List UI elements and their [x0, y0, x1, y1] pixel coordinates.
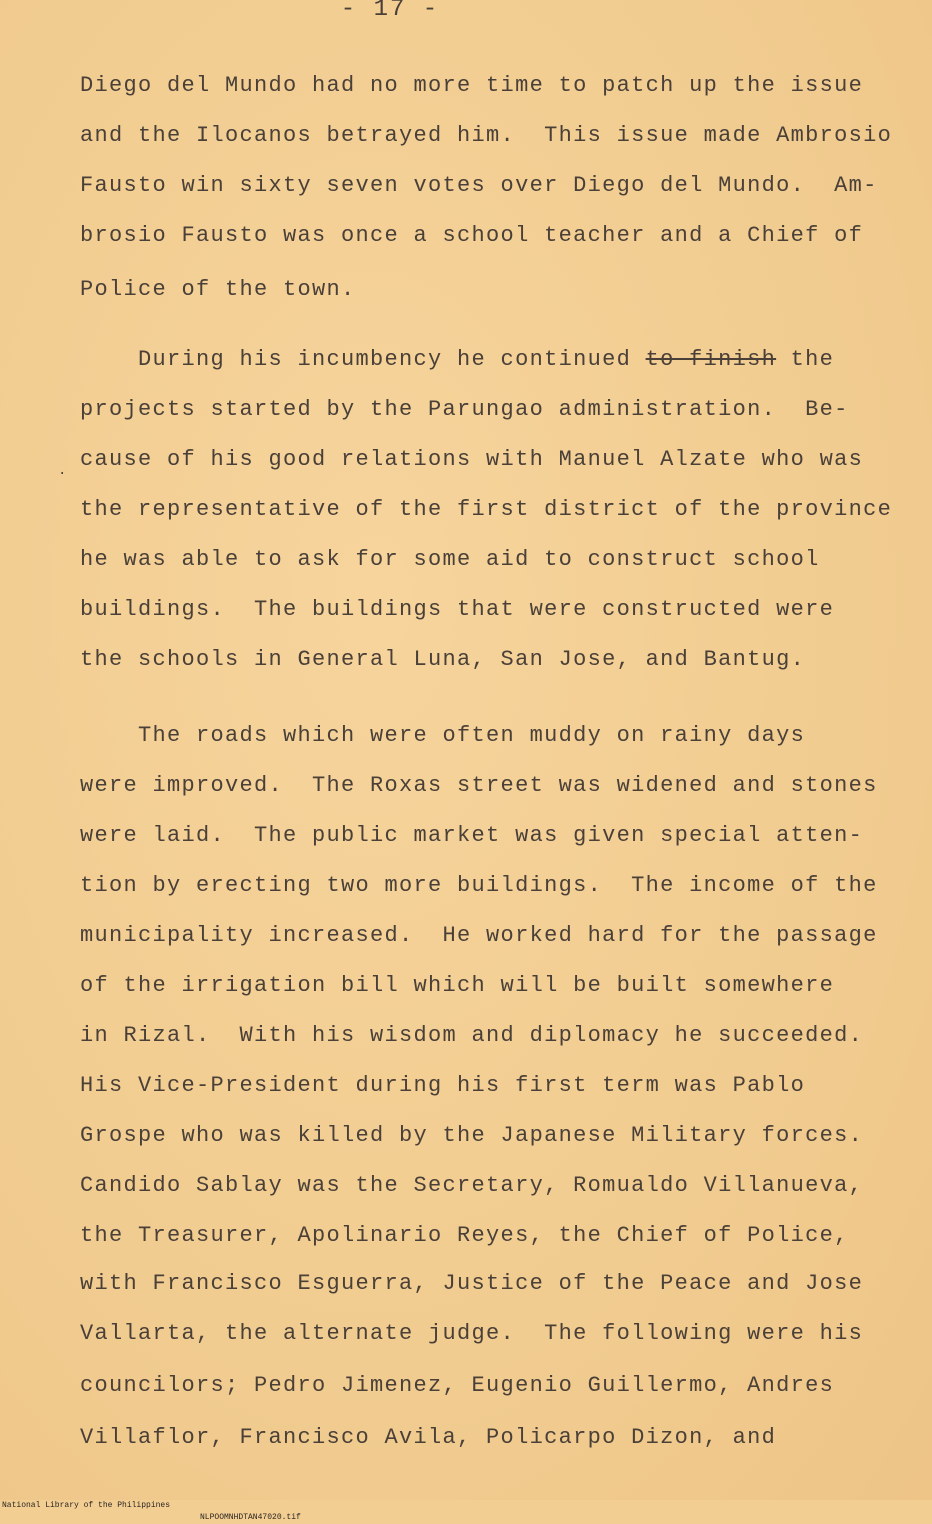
text-line: The roads which were often muddy on rainy days — [80, 723, 806, 748]
text-line: in Rizal. With his wisdom and diplomacy he succeeded. — [80, 1023, 864, 1048]
text-segment: During his incumbency he continued — [80, 347, 646, 372]
struck-text: to finish — [645, 347, 777, 372]
text-line: Villaflor, Francisco Avila, Policarpo Dizon, and — [80, 1425, 777, 1450]
margin-mark: . — [58, 463, 67, 479]
footer-source: National Library of the Philippines — [2, 1501, 171, 1510]
text-line: of the irrigation bill which will be built somewhere — [80, 973, 835, 998]
text-line: cause of his good relations with Manuel Alzate who was — [80, 447, 864, 472]
text-line: Fausto win sixty seven votes over Diego del Mundo. Am- — [80, 173, 878, 198]
text-line: His Vice-President during his first term was Pablo — [80, 1073, 806, 1098]
text-line: Candido Sablay was the Secretary, Romualdo Villanueva, — [80, 1173, 864, 1198]
text-line — [80, 346, 834, 374]
text-line: the Treasurer, Apolinario Reyes, the Chief of Police, — [80, 1223, 849, 1248]
text-line: the schools in General Luna, San Jose, and Bantug. — [80, 647, 806, 672]
text-line: Diego del Mundo had no more time to patch up the issue — [80, 73, 864, 98]
text-line: the representative of the first district of the province — [80, 497, 893, 522]
text-line: brosio Fausto was once a school teacher and a Chief of — [80, 223, 864, 248]
text-line: and the Ilocanos betrayed him. This issue made Ambrosio — [80, 123, 893, 148]
text-line: were laid. The public market was given special atten- — [80, 823, 864, 848]
text-line: projects started by the Parungao administration. Be- — [80, 397, 849, 422]
page-number: - 17 - — [340, 0, 440, 23]
text-line: Grospe who was killed by the Japanese Military forces. — [80, 1123, 864, 1148]
text-line: with Francisco Esguerra, Justice of the Peace and Jose — [80, 1271, 864, 1296]
text-segment: the — [776, 347, 835, 372]
text-line: Vallarta, the alternate judge. The following were his — [80, 1321, 864, 1346]
footer-filename: NLPOOMNHDTAN47020.tif — [200, 1513, 301, 1522]
text-line: were improved. The Roxas street was widened and stones — [80, 773, 878, 798]
text-line: Police of the town. — [80, 277, 356, 302]
text-line: buildings. The buildings that were constructed were — [80, 597, 835, 622]
text-line: councilors; Pedro Jimenez, Eugenio Guillermo, Andres — [80, 1373, 835, 1398]
scan-footer — [0, 1488, 932, 1522]
text-line: he was able to ask for some aid to construct school — [80, 547, 820, 572]
text-line: municipality increased. He worked hard for the passage — [80, 923, 878, 948]
text-line: tion by erecting two more buildings. The income of the — [80, 873, 878, 898]
